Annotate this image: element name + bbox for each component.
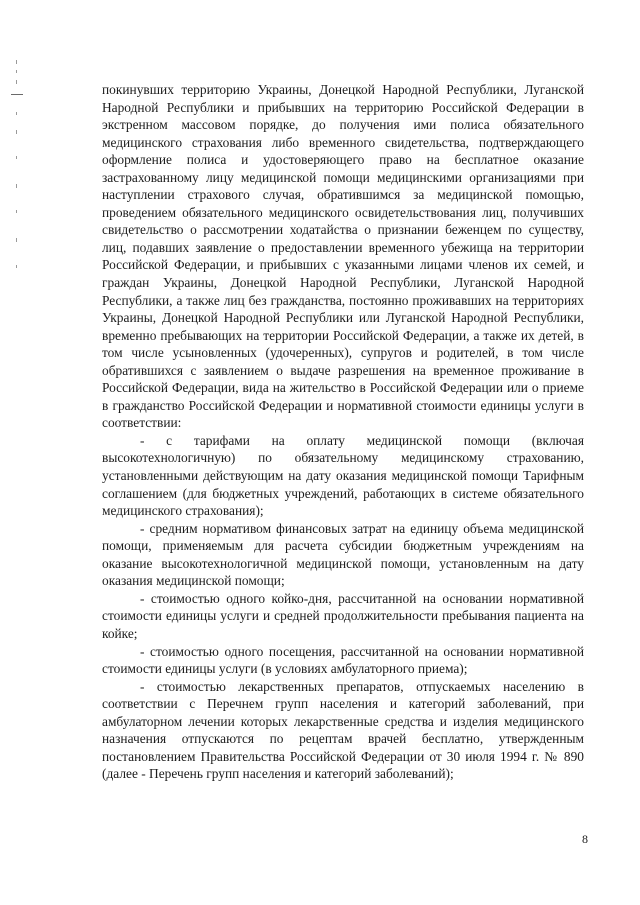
paragraph-financial-standard: - средним нормативом финансовых затрат на единицу объема медицинской помощи, применяемым для расчета субсидии бюджетным учреждениям на оказание высокотехнологичной медицинской помощи, установленным на дату оказания медицинской помощи;: [102, 520, 584, 589]
binding-margin-marks: [10, 60, 24, 280]
paragraph-medicines-cost: - стоимостью лекарственных препаратов, отпускаемых населению в соответствии с Перечнем групп населения и категорий заболеваний, при амбулаторном лечении которых лекарственные средства и изделия медицинского назначения отпускаются по рецептам врачей бесплатно, утвержденным постановлением Правительства Российской Федерации от 30 июля 1994 г. № 890 (далее - Перечень групп населения и категорий заболеваний);: [102, 678, 584, 782]
margin-tick: [11, 94, 23, 95]
paragraph-continuation: покинувших территорию Украины, Донецкой Народной Республики, Луганской Народной Республики и прибывших на территорию Российской Федерации в экстренном массовом порядке, до получения ими полиса обязательного медицинского страхования либо временного свидетельства, подтверждающего оформление полиса и удостоверяющего право на бесплатное оказание застрахованному лицу медицинской помощи медицинскими организациями при наступлении страхового случая, обратившимся за медицинской помощью, проведением обязательного медицинского освидетельствования лиц, получивших свидетельство о рассмотрении ходатайства о признании беженцем по существу, лиц, подавших заявление о предоставлении временного убежища на территории Российской Федерации, и прибывших с указанными лицами членов их семей, и граждан Украины, Донецкой Народной Республики, Луганской Народной Республики, а также лиц без гражданства, постоянно проживавших на территориях Украины, Донецкой Народной Республики или Луганской Народной Республики, временно пребывающих на территории Российской Федерации, а также их детей, в том числе усыновленных (удочеренных), супругов и родителей, в том числе обратившихся с заявлением о выдаче разрешения на временное проживание в Российской Федерации, вида на жительство в Российской Федерации или о приеме в гражданство Российской Федерации и нормативной стоимости единицы услуги в соответствии:: [102, 82, 584, 431]
document-body: [102, 81, 584, 783]
paragraph-visit-cost: - стоимостью одного посещения, рассчитанной на основании нормативной стоимости единицы услуги (в условиях амбулаторного приема);: [102, 643, 584, 677]
paragraph-tariffs: - с тарифами на оплату медицинской помощи (включая высокотехнологичную) по обязательному медицинскому страхованию, установленными действующим на дату оказания медицинской помощи Тарифным соглашением (для бюджетных учреждений, работающих в системе обязательного медицинского страхования);: [102, 432, 584, 519]
page-number: 8: [582, 832, 588, 846]
paragraph-bed-day-cost: - стоимостью одного койко-дня, рассчитанной на основании нормативной стоимости единицы услуги и средней продолжительности пребывания пациента на койке;: [102, 590, 584, 641]
